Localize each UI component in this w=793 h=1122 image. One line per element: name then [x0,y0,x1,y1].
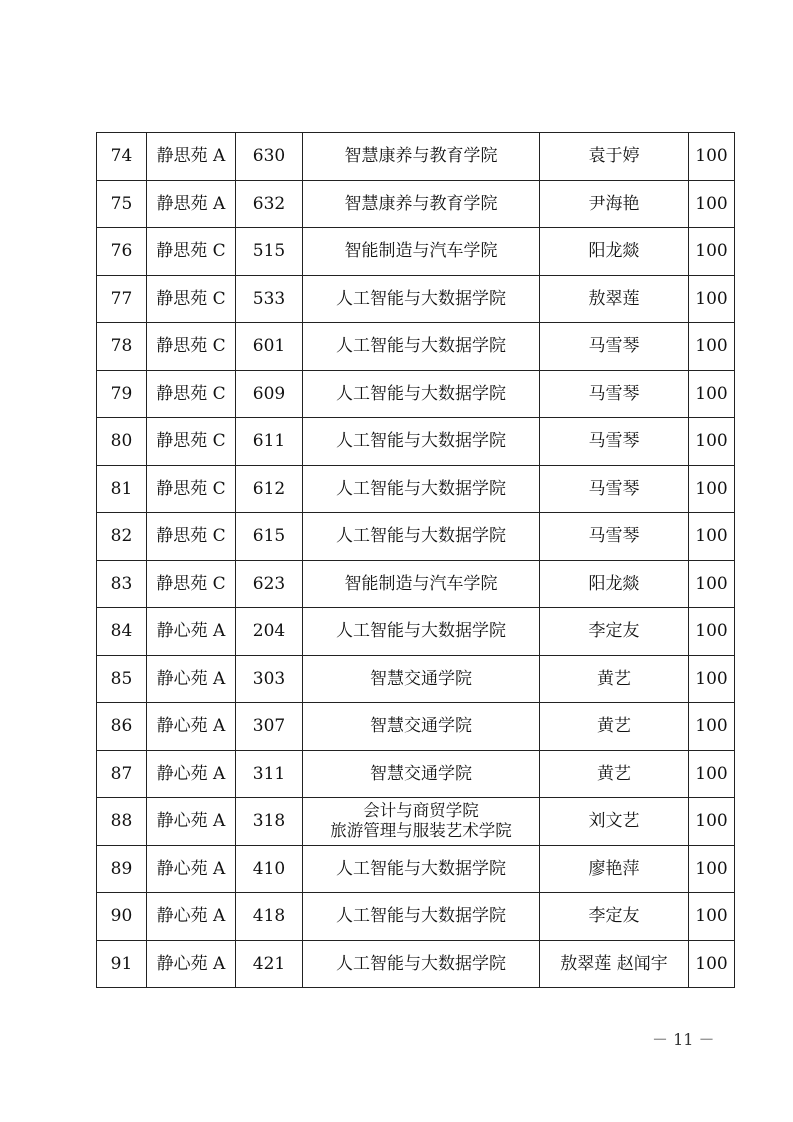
person-cell: 敖翠莲 [540,275,689,323]
person-cell: 黄艺 [540,703,689,751]
person-cell: 马雪琴 [540,513,689,561]
person-cell: 马雪琴 [540,370,689,418]
college-cell [303,370,540,418]
score-cell: 100 [689,655,735,703]
person-cell: 李定友 [540,608,689,656]
row-number-cell: 77 [97,275,147,323]
score-cell: 100 [689,228,735,276]
score-cell: 100 [689,133,735,181]
score-cell: 100 [689,940,735,988]
person-cell: 黄艺 [540,750,689,798]
table-row [97,323,735,371]
table-row [97,418,735,466]
score-cell: 100 [689,275,735,323]
college-line: 人工智能与大数据学院 [336,906,506,927]
row-number-cell: 80 [97,418,147,466]
college-line: 人工智能与大数据学院 [336,383,506,404]
building-cell: 静思苑 C [147,560,236,608]
row-number-cell: 90 [97,893,147,941]
room-cell: 311 [236,750,303,798]
page-number: － 11 － [652,1030,715,1049]
college-cell [303,323,540,371]
row-number-cell: 84 [97,608,147,656]
table-row [97,560,735,608]
building-cell: 静思苑 A [147,133,236,181]
table-row [97,655,735,703]
building-cell: 静心苑 A [147,893,236,941]
table-row [97,940,735,988]
college-line: 会计与商贸学院 [363,801,479,821]
room-cell: 318 [236,798,303,846]
building-cell: 静思苑 C [147,465,236,513]
row-number-cell: 75 [97,180,147,228]
row-number-cell: 82 [97,513,147,561]
college-line: 智慧交通学院 [370,668,472,689]
college-line: 人工智能与大数据学院 [336,953,506,974]
table-row [97,893,735,941]
college-cell [303,275,540,323]
table-row [97,513,735,561]
room-cell: 612 [236,465,303,513]
table-row [97,750,735,798]
college-line: 智慧康养与教育学院 [344,146,498,167]
college-line: 智能制造与汽车学院 [344,241,498,262]
table-row [97,608,735,656]
building-cell: 静思苑 C [147,275,236,323]
building-cell: 静心苑 A [147,798,236,846]
table-row [97,798,735,846]
table-row [97,180,735,228]
table-row [97,228,735,276]
person-cell: 马雪琴 [540,323,689,371]
college-cell [303,608,540,656]
college-cell [303,465,540,513]
score-cell: 100 [689,323,735,371]
row-number-cell: 74 [97,133,147,181]
room-cell: 515 [236,228,303,276]
row-number-cell: 88 [97,798,147,846]
college-line: 人工智能与大数据学院 [336,478,506,499]
room-cell: 307 [236,703,303,751]
college-cell [303,133,540,181]
room-cell: 609 [236,370,303,418]
score-cell: 100 [689,893,735,941]
building-cell: 静心苑 A [147,940,236,988]
college-cell [303,893,540,941]
row-number-cell: 81 [97,465,147,513]
table-row [97,133,735,181]
person-cell: 刘文艺 [540,798,689,846]
score-cell: 100 [689,370,735,418]
room-cell: 623 [236,560,303,608]
college-cell [303,703,540,751]
college-cell [303,228,540,276]
person-cell: 马雪琴 [540,465,689,513]
building-cell: 静心苑 A [147,608,236,656]
college-cell [303,798,540,846]
college-line: 人工智能与大数据学院 [336,858,506,879]
room-cell: 410 [236,845,303,893]
college-line: 智慧交通学院 [370,716,472,737]
score-cell: 100 [689,560,735,608]
college-cell [303,655,540,703]
college-line: 旅游管理与服装艺术学院 [330,821,512,841]
room-cell: 615 [236,513,303,561]
table-row [97,275,735,323]
college-line: 人工智能与大数据学院 [336,621,506,642]
room-cell: 632 [236,180,303,228]
college-cell [303,418,540,466]
row-number-cell: 85 [97,655,147,703]
score-cell: 100 [689,750,735,798]
college-line: 智慧交通学院 [370,763,472,784]
person-cell: 阳龙燚 [540,228,689,276]
score-cell: 100 [689,465,735,513]
college-cell [303,940,540,988]
score-cell: 100 [689,798,735,846]
room-cell: 601 [236,323,303,371]
table-row [97,703,735,751]
room-cell: 303 [236,655,303,703]
person-cell: 袁于婷 [540,133,689,181]
room-cell: 533 [236,275,303,323]
person-cell: 马雪琴 [540,418,689,466]
person-cell: 尹海艳 [540,180,689,228]
table-body [97,133,735,988]
room-cell: 421 [236,940,303,988]
building-cell: 静思苑 C [147,418,236,466]
table-row [97,465,735,513]
building-cell: 静思苑 C [147,370,236,418]
building-cell: 静心苑 A [147,703,236,751]
score-cell: 100 [689,513,735,561]
building-cell: 静心苑 A [147,750,236,798]
college-line: 人工智能与大数据学院 [336,336,506,357]
building-cell: 静思苑 C [147,323,236,371]
score-cell: 100 [689,608,735,656]
college-line: 人工智能与大数据学院 [336,526,506,547]
row-number-cell: 89 [97,845,147,893]
college-line: 人工智能与大数据学院 [336,431,506,452]
room-cell: 611 [236,418,303,466]
room-cell: 630 [236,133,303,181]
row-number-cell: 83 [97,560,147,608]
person-cell: 黄艺 [540,655,689,703]
score-cell: 100 [689,418,735,466]
person-cell: 阳龙燚 [540,560,689,608]
college-cell [303,513,540,561]
table-row [97,370,735,418]
score-cell: 100 [689,845,735,893]
college-line: 智能制造与汽车学院 [344,573,498,594]
building-cell: 静思苑 A [147,180,236,228]
room-cell: 204 [236,608,303,656]
score-cell: 100 [689,703,735,751]
college-cell [303,750,540,798]
row-number-cell: 86 [97,703,147,751]
person-cell: 李定友 [540,893,689,941]
college-line: 智慧康养与教育学院 [344,193,498,214]
row-number-cell: 91 [97,940,147,988]
person-cell: 廖艳萍 [540,845,689,893]
row-number-cell: 79 [97,370,147,418]
college-line: 人工智能与大数据学院 [336,288,506,309]
person-cell: 敖翠莲 赵闻宇 [540,940,689,988]
college-cell [303,180,540,228]
row-number-cell: 87 [97,750,147,798]
row-number-cell: 78 [97,323,147,371]
room-cell: 418 [236,893,303,941]
inspection-table [96,132,735,988]
building-cell: 静思苑 C [147,513,236,561]
college-cell [303,560,540,608]
table-row [97,845,735,893]
building-cell: 静心苑 A [147,655,236,703]
row-number-cell: 76 [97,228,147,276]
building-cell: 静心苑 A [147,845,236,893]
college-cell [303,845,540,893]
score-cell: 100 [689,180,735,228]
building-cell: 静思苑 C [147,228,236,276]
